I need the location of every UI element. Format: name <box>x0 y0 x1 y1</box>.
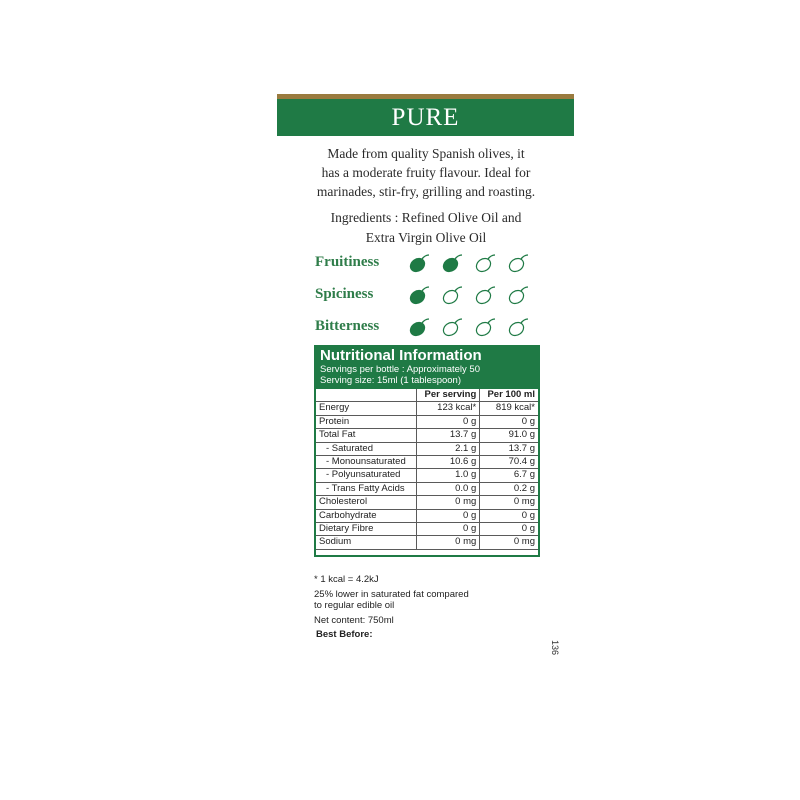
olive-stem <box>521 255 528 259</box>
rating-bitterness <box>315 314 545 342</box>
nutrition-row <box>316 496 538 509</box>
per-100ml-value: 13.7 g <box>480 442 538 455</box>
nutrient-name: - Polyunsaturated <box>316 469 416 482</box>
olive-outline-icon <box>473 252 497 274</box>
olive-scale <box>407 282 537 310</box>
olive-outline-icon <box>473 284 497 306</box>
per-serving-value: 0 g <box>416 509 479 522</box>
olive-stem <box>455 287 462 291</box>
description-line: has a moderate fruity flavour. Ideal for <box>321 165 531 180</box>
nutrition-title: Nutritional Information <box>320 347 482 364</box>
olive-stem <box>422 319 429 323</box>
olive-body <box>408 288 427 306</box>
olive-outline-icon <box>506 316 530 338</box>
olive-body <box>408 256 427 274</box>
nutrition-row <box>316 523 538 536</box>
per-serving-value: 13.7 g <box>416 429 479 442</box>
olive-filled-icon <box>407 284 431 306</box>
olive-scale <box>407 250 537 278</box>
per-100ml-value: 0 g <box>480 415 538 428</box>
nutrient-name: - Monounsaturated <box>316 456 416 469</box>
nutrition-row <box>316 429 538 442</box>
per-serving-value: 0.0 g <box>416 482 479 495</box>
nutrition-row <box>316 456 538 469</box>
per-serving-value: 0 g <box>416 415 479 428</box>
nutrient-name: - Trans Fatty Acids <box>316 482 416 495</box>
nutrition-header <box>316 347 538 389</box>
per-serving-value: 2.1 g <box>416 442 479 455</box>
olive-stem <box>455 255 462 259</box>
description-line: marinades, stir-fry, grilling and roasting. <box>316 184 536 199</box>
per-100ml-value: 0 mg <box>480 496 538 509</box>
olive-body <box>474 320 493 338</box>
per-100ml-value: 0 g <box>480 509 538 522</box>
net-content: Net content: 750ml <box>314 615 394 626</box>
rating-label: Fruitiness <box>315 254 380 270</box>
product-name-banner: PURE <box>277 99 574 136</box>
servings-per-bottle: Servings per bottle : Approximately 50 <box>320 364 481 375</box>
olive-stem <box>488 319 495 323</box>
olive-body <box>507 256 526 274</box>
per-serving-value: 0 g <box>416 523 479 536</box>
olive-outline-icon <box>440 316 464 338</box>
product-label <box>277 94 574 656</box>
nutrient-name: Cholesterol <box>316 496 416 509</box>
nutrient-name: - Saturated <box>316 442 416 455</box>
olive-outline-icon <box>506 284 530 306</box>
nutrition-row <box>316 482 538 495</box>
olive-body <box>441 320 460 338</box>
olive-filled-icon <box>440 252 464 274</box>
nutrition-table <box>316 389 538 550</box>
olive-filled-icon <box>407 252 431 274</box>
olive-body <box>507 320 526 338</box>
per-100ml-value: 0 mg <box>480 536 538 549</box>
olive-outline-icon <box>440 284 464 306</box>
olive-body <box>441 288 460 306</box>
side-code: 136 <box>550 640 560 656</box>
per-100ml-value: 91.0 g <box>480 429 538 442</box>
olive-outline-icon <box>506 252 530 274</box>
olive-body <box>408 320 427 338</box>
nutrition-panel <box>314 345 540 557</box>
rating-label: Bitterness <box>315 318 380 334</box>
per-serving-value: 10.6 g <box>416 456 479 469</box>
olive-stem <box>521 319 528 323</box>
ingredients-line: Ingredients : Refined Olive Oil and <box>330 210 522 225</box>
olive-stem <box>422 255 429 259</box>
olive-body <box>507 288 526 306</box>
rating-label: Spiciness <box>315 286 374 302</box>
kcal-footnote: * 1 kcal = 4.2kJ <box>314 574 379 585</box>
saturated-fat-claim <box>314 589 469 611</box>
olive-body <box>474 256 493 274</box>
nutrition-row <box>316 402 538 415</box>
per-100ml-value: 0 g <box>480 523 538 536</box>
nutrition-row <box>316 469 538 482</box>
olive-stem <box>455 319 462 323</box>
serving-size: Serving size: 15ml (1 tablespoon) <box>320 375 461 386</box>
nutrition-header-row <box>316 389 538 402</box>
product-description <box>295 144 557 201</box>
rating-fruitiness <box>315 250 545 278</box>
per-100ml-value: 819 kcal* <box>480 402 538 415</box>
per-100ml-value: 0.2 g <box>480 482 538 495</box>
nutrient-name: Dietary Fibre <box>316 523 416 536</box>
olive-stem <box>521 287 528 291</box>
olive-body <box>474 288 493 306</box>
claim-line: to regular edible oil <box>314 600 395 611</box>
olive-stem <box>488 287 495 291</box>
description-line: Made from quality Spanish olives, it <box>327 146 525 161</box>
nutrition-row <box>316 442 538 455</box>
per-serving-value: 0 mg <box>416 536 479 549</box>
nutrient-name: Protein <box>316 415 416 428</box>
nutrient-name: Energy <box>316 402 416 415</box>
claim-line: 25% lower in saturated fat compared <box>314 589 469 600</box>
olive-stem <box>488 255 495 259</box>
per-serving-value: 123 kcal* <box>416 402 479 415</box>
nutrition-row <box>316 536 538 549</box>
per-serving-value: 1.0 g <box>416 469 479 482</box>
nutrient-name: Sodium <box>316 536 416 549</box>
per-100ml-value: 6.7 g <box>480 469 538 482</box>
rating-spiciness <box>315 282 545 310</box>
olive-stem <box>422 287 429 291</box>
best-before: Best Before: <box>316 629 373 640</box>
per-100ml-header: Per 100 ml <box>480 389 538 402</box>
nutrition-row <box>316 509 538 522</box>
nutrient-name: Carbohydrate <box>316 509 416 522</box>
olive-body <box>441 256 460 274</box>
ingredients <box>295 208 557 248</box>
nutrition-row <box>316 415 538 428</box>
olive-outline-icon <box>473 316 497 338</box>
olive-filled-icon <box>407 316 431 338</box>
per-serving-header: Per serving <box>416 389 479 402</box>
ingredients-line: Extra Virgin Olive Oil <box>365 230 487 245</box>
per-serving-value: 0 mg <box>416 496 479 509</box>
per-100ml-value: 70.4 g <box>480 456 538 469</box>
nutrient-column-header <box>316 389 416 402</box>
nutrient-name: Total Fat <box>316 429 416 442</box>
olive-scale <box>407 314 537 342</box>
